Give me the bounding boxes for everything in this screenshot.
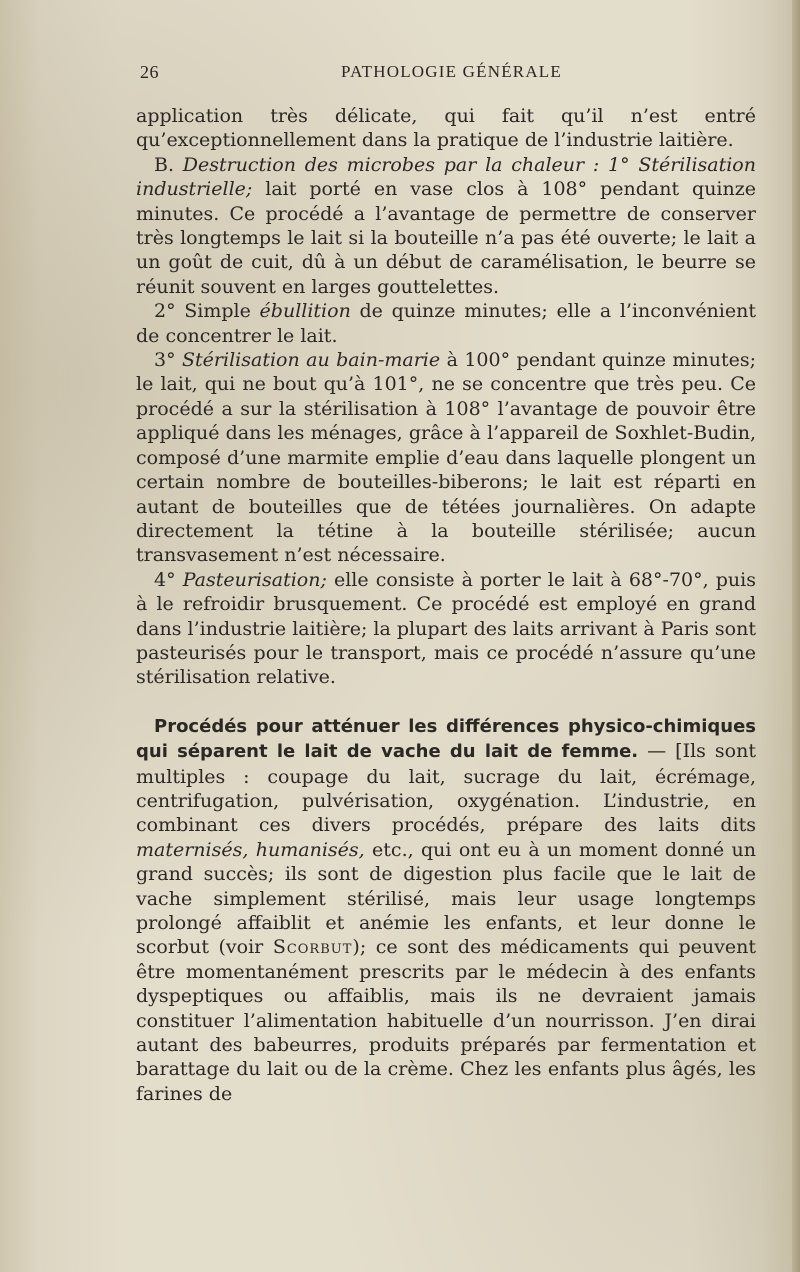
page-header bbox=[136, 62, 756, 86]
page-edge-shadow bbox=[792, 0, 800, 1272]
italic-heading: Destruction des microbes par la chaleur : 1° Stérilisation industrielle; bbox=[136, 153, 756, 201]
paragraph-text: application très délicate, qui fait qu’il n’est entré qu’exceptionnellement dans la pratique de l’industrie laitière. bbox=[136, 105, 756, 152]
paragraph-prefix: 3° bbox=[154, 349, 183, 372]
paragraph-procedes bbox=[136, 714, 756, 1107]
paragraph-bain-marie bbox=[136, 348, 756, 568]
paragraph-ebullition bbox=[136, 299, 756, 348]
running-title: PATHOLOGIE GÉNÉRALE bbox=[341, 62, 562, 81]
paragraph-prefix: 2° Simple bbox=[154, 300, 260, 323]
cross-reference: Scorbut bbox=[272, 936, 353, 959]
paragraph-text: elle consiste à porter le lait à 68°-70°, puis à le refroidir brusquement. Ce procédé est employé en grand dans l’industrie laitière; la plupart des laits arrivant à Paris sont pasteurisés pour le transport, mais ce procédé n’assure qu’une stérilisation relative. bbox=[136, 568, 756, 689]
italic-term: ébullition bbox=[259, 300, 351, 323]
italic-term: maternisés, humanisés, bbox=[136, 838, 365, 861]
body-text bbox=[136, 104, 756, 1106]
paragraph-text: à 100° pendant quinze minutes; le lait, qui ne bout qu’à 101°, ne se concentre que très peu. Ce procédé a sur la stérilisation à 108° l’avantage de pouvoir être appliqué dans les ménages, grâce à l’appareil de Soxhlet-Budin, composé d’une marmite emplie d’eau dans laquelle plongent un certain nombre de bouteilles-biberons; le lait est réparti en autant de bouteilles que de tétées journalières. On adapte directement la tétine à la bouteille stérilisée; aucun transvasement n’est nécessaire. bbox=[136, 349, 756, 567]
paragraph-text: etc., qui ont eu à un moment donné un grand succès; ils sont de digestion plus facile que le lait de vache simplement stérilisé, mais leur usage longtemps prolongé affaiblit et anémie les enfants, et leur donne le scorbut (voir bbox=[136, 838, 756, 959]
paragraph-text: lait porté en vase clos à 108° pendant quinze minutes. Ce procédé a l’avantage de permettre de conserver très longtemps le lait si la bouteille n’a pas été ouverte; le lait a un goût de cuit, dû à un début de caramélisation, le beurre se réunit souvent en larges gouttelettes. bbox=[136, 178, 756, 298]
paragraph-prefix: 4° bbox=[154, 568, 183, 591]
paragraph-text: de quinze minutes; elle a l’inconvénient de concentrer le lait. bbox=[136, 300, 756, 347]
paragraph-text: — [Ils sont multiples : coupage du lait, sucrage du lait, écrémage, centrifugation, pulvérisation, oxygénation. L’industrie, en combinant ces divers procédés, prépare des laits dits bbox=[136, 740, 756, 837]
section-heading: Procédés pour atténuer les différences physico-chimiques qui séparent le lait de vache du lait de femme. bbox=[136, 715, 756, 763]
page-number: 26 bbox=[140, 62, 159, 82]
paragraph-destruction-microbes bbox=[136, 153, 756, 299]
paragraph-continuation bbox=[136, 104, 756, 153]
paragraph-pasteurisation bbox=[136, 568, 756, 690]
paragraph-prefix: B. bbox=[154, 153, 183, 176]
paragraph-text: ); ce sont des médicaments qui peuvent être momentanément prescrits par le médecin à des enfants dyspeptiques ou affaiblis, mais ils ne devraient jamais constituer l’alimentation habituelle d’un nourrisson. J’en dirai autant des babeurres, produits préparés par fermentation et barattage du lait ou de la crème. Chez les enfants plus âgés, les farines de bbox=[136, 936, 756, 1105]
italic-term: Pasteurisation; bbox=[182, 568, 327, 591]
italic-term: Stérilisation au bain-marie bbox=[182, 349, 441, 372]
